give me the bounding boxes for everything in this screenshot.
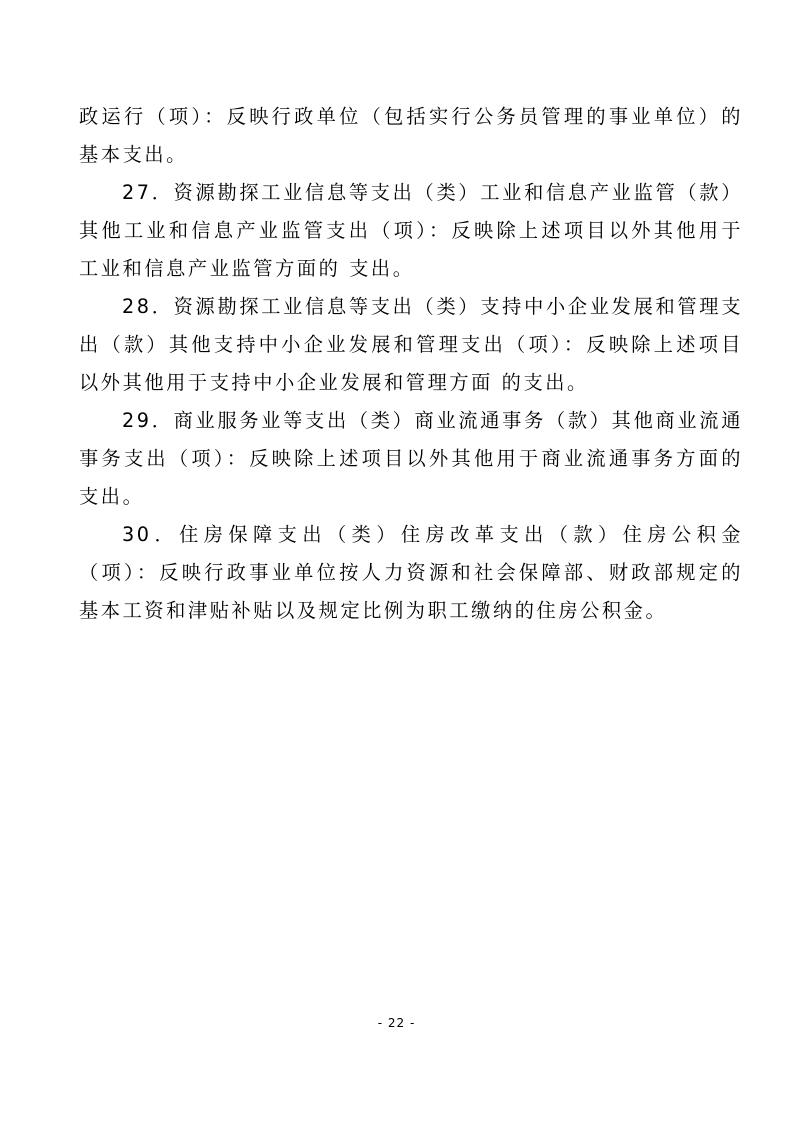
paragraph-item-29: 29．商业服务业等支出（类）商业流通事务（款）其他商业流通事务支出（项）：反映除上述项目以外其他用于商业流通事务方面的支出。 [79,409,743,508]
page-number: - 22 - [377,1016,416,1030]
paragraph-item-28: 28．资源勘探工业信息等支出（类）支持中小企业发展和管理支出（款）其他支持中小企业发展和管理支出（项）：反映除上述项目以外其他用于支持中小企业发展和管理方面 的支出。 [79,295,743,394]
paragraph-item-27: 27．资源勘探工业信息等支出（类）工业和信息产业监管（款）其他工业和信息产业监管支出（项）：反映除上述项目以外其他用于工业和信息产业监管方面的 支出。 [79,181,743,280]
document-body [79,98,743,630]
paragraph-continued: 政运行（项）：反映行政单位（包括实行公务员管理的事业单位）的基本支出。 [79,105,743,166]
paragraph-item-30: 30．住房保障支出（类）住房改革支出（款）住房公积金（项）：反映行政事业单位按人力资源和社会保障部、财政部规定的 基本工资和津贴补贴以及规定比例为职工缴纳的住房公积金。 [79,523,743,622]
